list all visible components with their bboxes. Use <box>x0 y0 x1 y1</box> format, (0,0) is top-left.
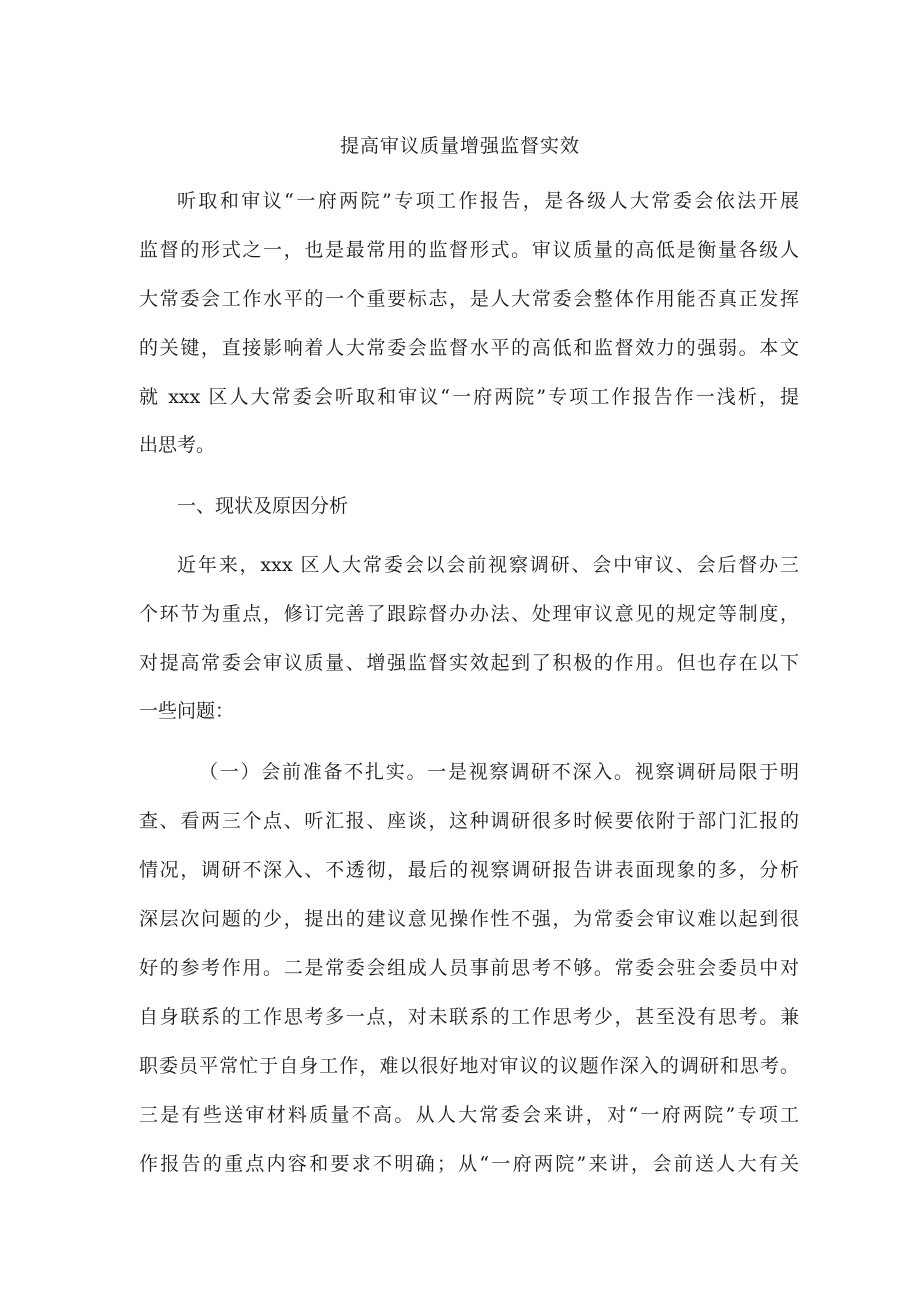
paragraph-line: 一些问题： <box>139 700 235 722</box>
paragraph-line: 大常委会工作水平的一个重要标志，是人大常委会整体作用能否真正发挥 <box>139 288 799 310</box>
paragraph-line: 好的参考作用。二是常委会组成人员事前思考不够。常委会驻会委员中对 <box>139 957 799 979</box>
document-title: 提高审议质量增强监督实效 <box>339 135 580 157</box>
paragraph-line: 职委员平常忙于自身工作，难以很好地对审议的议题作深入的调研和思考。 <box>139 1055 799 1077</box>
paragraph-line: 作报告的重点内容和要求不明确；从“一府两院”来讲，会前送人大有关 <box>139 1153 799 1175</box>
section-heading: 一、现状及原因分析 <box>177 495 349 517</box>
paragraph-line: 情况，调研不深入、不透彻，最后的视察调研报告讲表面现象的多，分析 <box>139 859 799 881</box>
paragraph-line: 个环节为重点，修订完善了跟踪督办办法、处理审议意见的规定等制度， <box>139 603 799 625</box>
paragraph-line: 听取和审议“一府两院”专项工作报告，是各级人大常委会依法开展 <box>177 190 799 212</box>
paragraph-line: 深层次问题的少，提出的建议意见操作性不强，为常委会审议难以起到很 <box>139 908 799 930</box>
paragraph-line: 出思考。 <box>139 434 216 456</box>
paragraph-line: （一）会前准备不扎实。一是视察调研不深入。视察调研局限于明 <box>199 761 799 783</box>
paragraph-line: 就 xxx 区人大常委会听取和审议“一府两院”专项工作报告作一浅析，提 <box>139 386 799 408</box>
paragraph-line: 的关键，直接影响着人大常委会监督水平的高低和监督效力的强弱。本文 <box>139 337 799 359</box>
paragraph-line: 自身联系的工作思考多一点，对未联系的工作思考少，甚至没有思考。兼 <box>139 1006 799 1028</box>
paragraph-line: 查、看两三个点、听汇报、座谈，这种调研很多时候要依附于部门汇报的 <box>139 810 799 832</box>
paragraph-line: 三是有些送审材料质量不高。从人大常委会来讲，对“一府两院”专项工 <box>139 1104 799 1126</box>
paragraph-line: 对提高常委会审议质量、增强监督实效起到了积极的作用。但也存在以下 <box>139 652 799 674</box>
paragraph-line: 监督的形式之一，也是最常用的监督形式。审议质量的高低是衡量各级人 <box>139 239 799 261</box>
paragraph-line: 近年来，xxx 区人大常委会以会前视察调研、会中审议、会后督办三 <box>177 554 799 576</box>
